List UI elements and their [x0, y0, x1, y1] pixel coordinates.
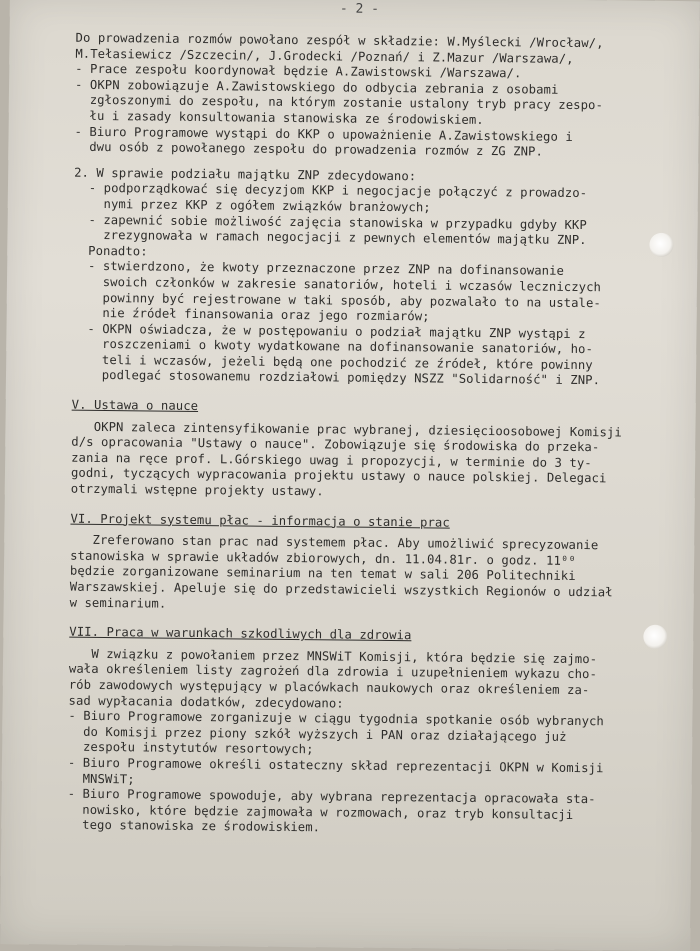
text-line: - zapewnić sobie możliwość zajęcia stanowiska w przypadku gdyby KKP — [73, 212, 587, 232]
text-line: powinny być rejestrowane w taki sposób, aby pozwalało to na ustale- — [72, 290, 601, 310]
text-line: do Komisji przez piony szkół wyższych i PAN oraz działającego już — [68, 724, 567, 744]
text-line: nowisko, które będzie zajmowała w rozmowach, oraz tryb konsultacji — [67, 802, 574, 822]
text-line: zrezygnowała w ramach negocjacji z pewnych elementów majątku ZNP. — [73, 227, 587, 248]
text-line: Warszawskiej. Apeluje się do przedstawicieli wszystkich Regionów o udział — [69, 579, 613, 600]
page-number: - 2 - — [339, 1, 380, 17]
text-line: roszczeniami o kwoty wydatkowane na dofinansowanie sanatoriów, ho- — [72, 336, 594, 357]
document-body — [67, 31, 695, 840]
text-line: podlegać stosowanemu rozdziałowi pomiędzy NSZZ "Solidarność" i ZNP. — [71, 368, 601, 388]
section-heading: V. Ustawa o nauce — [71, 397, 199, 414]
text-line: łu i zasady konsultowania stanowiska ze środowiskiem. — [74, 108, 484, 127]
text-line: - OKPN zobowiązuje A.Zawistowskiego do odbycia zebrania z osobami — [74, 77, 559, 97]
text-line: nie źródeł finansowania oraz jego rozmiarów; — [72, 305, 430, 324]
text-line: dwu osób z powołanego zespołu do prowadzenia rozmów z ZG ZNP. — [74, 139, 544, 159]
text-line: otrzymali wstępne projekty ustawy. — [70, 481, 324, 499]
text-line: nymi przez KKP z ogółem związków branżowych; — [73, 196, 431, 215]
text-line: teli i wczasów, jeżeli będą one pochodzić ze źródeł, które powinny — [72, 352, 593, 372]
text-line: sad wypłacania dodatków, zdecydowano: — [68, 693, 344, 711]
text-line: - Biuro Programowe określi ostateczny skład reprezentacji OKPN w Komisji — [67, 755, 604, 776]
text-line: rób zawodowych występujący w placówkach naukowych oraz określeniem za- — [68, 677, 590, 698]
text-line: - Biuro Programowe spowoduje, aby wybrana reprezentacja opracowała sta- — [67, 786, 596, 807]
text-line: wała określeniem listy zagrożeń dla zdrowia i uzupełnieniem wykazu cho- — [68, 662, 598, 682]
text-line: zgłoszonymi do zespołu, na którym zostanie ustalony tryb pracy zespo- — [74, 93, 603, 113]
text-line: godni, tyczących wypracowania projektu ustawy o nauce polskiej. Delegaci — [70, 466, 607, 486]
text-line: d/s opracowania "Ustawy o nauce". Zobowiązuje się środowiska do przeka- — [71, 434, 600, 455]
text-line: zania na ręce prof. L.Górskiego uwag i propozycji, w terminie do 3 ty- — [71, 450, 592, 470]
text-line: w seminarium. — [69, 595, 167, 611]
text-line: Zreferowano stan prac nad systemem płac. Aby umożliwić sprecyzowanie — [70, 532, 599, 553]
text-line: - stwierdzono, że kwoty przeznaczone przez ZNP na dofinansowanie — [73, 258, 565, 279]
text-line: - podporządkować się decyzjom KKP i negocjacje połączyć z prowadzo- — [73, 181, 588, 201]
text-line: 2. W sprawie podziału majątku ZNP zdecydowano: — [74, 165, 417, 184]
text-line: - OKPN oświadcza, że w postępowaniu o podział majątku ZNP wystąpi z — [72, 321, 586, 341]
text-line: swoich członków w zakresie sanatoriów, hoteli i wczasów leczniczych — [72, 274, 602, 295]
text-line: - Prace zespołu koordynował będzie A.Zawistowski /Warszawa/. — [75, 61, 522, 81]
text-line: stanowiska w sprawie układów zbiorowych, dn. 11.04.81r. o godz. 11⁰⁰ — [70, 548, 576, 568]
section-heading: VII. Praca w warunkach szkodliwych dla zdrowia — [69, 624, 412, 643]
text-line: tego stanowiska ze środowiskiem. — [67, 817, 321, 835]
text-line: OKPN zaleca zintensyfikowanie prac wybranej, dziesięcioosobowej Komisji — [71, 419, 622, 440]
text-line: Do prowadzenia rozmów powołano zespół w składzie: W.Myślecki /Wrocław/, — [75, 30, 604, 51]
text-line: Ponadto: — [73, 243, 148, 259]
text-line: - Biuro Programowe zorganizuje w ciągu tygodnia spotkanie osób wybranych — [68, 708, 604, 729]
text-line: W związku z powołaniem przez MNSWiT Komisji, która będzie się zajmo- — [69, 646, 598, 666]
text-line: MNSWiT; — [67, 771, 135, 786]
text-line: - Biuro Programowe wystąpi do KKP o upoważnienie A.Zawistowskiego i — [74, 124, 573, 144]
text-line: M.Tełasiewicz /Szczecin/, J.Grodecki /Poznań/ i Z.Mazur /Warszawa/, — [75, 46, 574, 66]
text-line: zespołu instytutów resortowych; — [68, 739, 314, 757]
section-heading: VI. Projekt systemu płac - informacja o stanie prac — [70, 511, 450, 530]
text-line: będzie zorganizowane seminarium na ten temat w sali 206 Politechniki — [69, 564, 576, 584]
